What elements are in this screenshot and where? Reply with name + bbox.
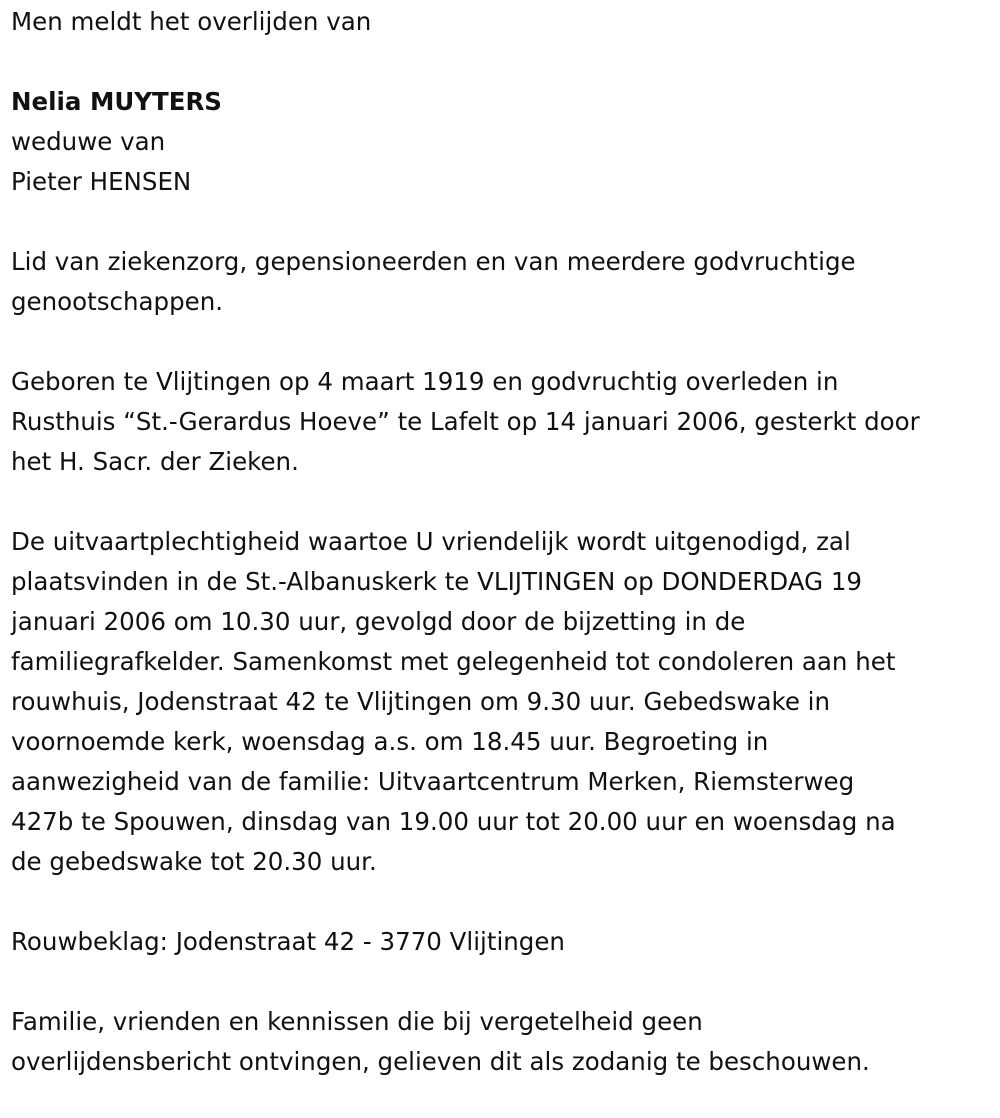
spacer [11, 482, 991, 522]
text-line: rouwhuis, Jodenstraat 42 te Vlijtingen om 9.30 uur. Gebedswake in [11, 687, 831, 716]
text-line: voornoemde kerk, woensdag a.s. om 18.45 uur. Begroeting in [11, 727, 769, 756]
text-line: de gebedswake tot 20.30 uur. [11, 847, 377, 876]
spacer [11, 42, 991, 82]
text-line: Rusthuis “St.-Gerardus Hoeve” te Lafelt op 14 januari 2006, gesterkt door [11, 407, 920, 436]
mourning-address: Rouwbeklag: Jodenstraat 42 - 3770 Vlijtingen [11, 927, 565, 956]
text-line: aanwezigheid van de familie: Uitvaartcentrum Merken, Riemsterweg [11, 767, 855, 796]
relation-line: weduwe van [11, 127, 166, 156]
text-line: Geboren te Vlijtingen op 4 maart 1919 en godvruchtig overleden in [11, 367, 839, 396]
spacer [11, 202, 991, 242]
text-line: genootschappen. [11, 287, 224, 316]
closing-paragraph [11, 1002, 991, 1082]
text-line: De uitvaartplechtigheid waartoe U vriendelijk wordt uitgenodigd, zal [11, 527, 851, 556]
funeral-paragraph [11, 522, 991, 882]
spacer [11, 322, 991, 362]
text-line: Familie, vrienden en kennissen die bij vergetelheid geen [11, 1007, 703, 1036]
text-line: familiegrafkelder. Samenkomst met gelegenheid tot condoleren aan het [11, 647, 896, 676]
membership-paragraph [11, 242, 991, 322]
death-notice [11, 2, 991, 1082]
spacer [11, 962, 991, 1002]
text-line: 427b te Spouwen, dinsdag van 19.00 uur tot 20.00 uur en woensdag na [11, 807, 896, 836]
text-line: Lid van ziekenzorg, gepensioneerden en van meerdere godvruchtige [11, 247, 856, 276]
text-line: het H. Sacr. der Zieken. [11, 447, 299, 476]
text-line: januari 2006 om 10.30 uur, gevolgd door de bijzetting in de [11, 607, 746, 636]
deceased-name: Nelia MUYTERS [11, 87, 222, 116]
text-line: plaatsvinden in de St.-Albanuskerk te VLIJTINGEN op DONDERDAG 19 [11, 567, 863, 596]
text-line: overlijdensbericht ontvingen, gelieven dit als zodanig te beschouwen. [11, 1047, 870, 1076]
birth-death-paragraph [11, 362, 991, 482]
intro-line: Men meldt het overlijden van [11, 7, 372, 36]
spacer [11, 882, 991, 922]
spouse-name: Pieter HENSEN [11, 167, 192, 196]
